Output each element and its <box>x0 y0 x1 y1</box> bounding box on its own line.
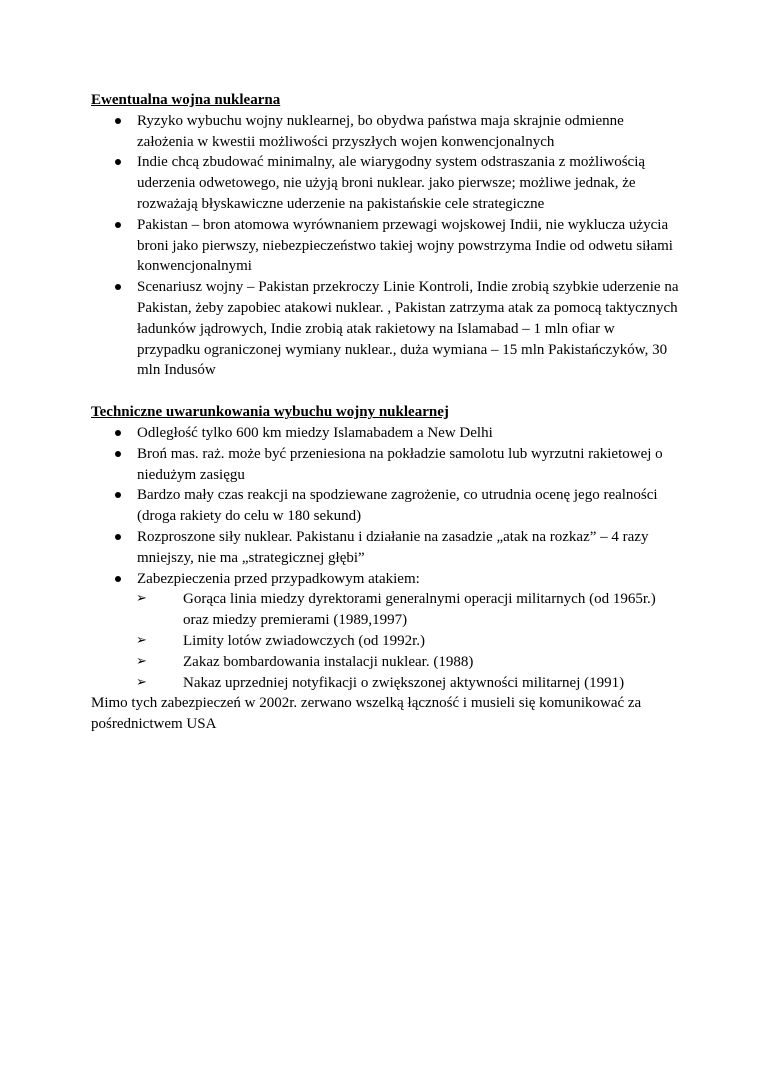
bullet-text: Odległość tylko 600 km miedzy Islamabadem a New Delhi <box>137 424 493 441</box>
document-content <box>91 90 681 735</box>
bullet-text: Bardzo mały czas reakcji na spodziewane zagrożenie, co utrudnia ocenę jego realności (droga rakiety do celu w 180 sekund) <box>137 487 658 525</box>
arrow-bullet-icon: ➢ <box>136 674 147 690</box>
bullet-list <box>91 423 681 589</box>
bullet-dot-icon <box>115 222 121 228</box>
bullet-item <box>91 527 681 569</box>
bullet-item <box>91 111 681 153</box>
sub-bullet-text: Limity lotów zwiadowczych (od 1992r.) <box>183 632 426 649</box>
bullet-dot-icon <box>115 451 121 457</box>
sub-bullet-text: Zakaz bombardowania instalacji nuklear. (1988) <box>183 653 474 670</box>
bullet-dot-icon <box>115 576 121 582</box>
bullet-item <box>91 485 681 527</box>
sub-bullet-list <box>91 589 681 693</box>
sub-bullet-text: Gorąca linia miedzy dyrektorami generalnymi operacji militarnych (od 1965r.) oraz miedzy premierami (1989,1997) <box>183 591 656 629</box>
section-title-nuclear-war: Ewentualna wojna nuklearna <box>91 92 281 108</box>
bullet-item <box>91 444 681 486</box>
bullet-dot-icon <box>115 492 121 498</box>
bullet-dot-icon <box>115 284 121 290</box>
bullet-dot-icon <box>115 118 121 124</box>
bullet-text: Ryzyko wybuchu wojny nuklearnej, bo obydwa państwa maja skrajnie odmienne założenia w kwestii możliwości przyszłych wojen konwencjonalnych <box>137 112 624 150</box>
bullet-text: Scenariusz wojny – Pakistan przekroczy Linie Kontroli, Indie zrobią szybkie uderzenie na Pakistan, żeby zapobiec atakowi nuklear. , Pakistan zatrzyma atak za pomocą taktycznych ładunków jądrowych, Indie zrobią atak rakietowy na Islamabad – 1 mln ofiar w przypadku ograniczonej wymiany nuklear., duża wymiana – 15 mln Pakistańczyków, 30 mln Indusów <box>137 279 679 379</box>
bullet-item <box>91 215 681 277</box>
sub-bullet-text: Nakaz uprzedniej notyfikacji o zwiększonej aktywności militarnej (1991) <box>183 674 625 691</box>
bullet-dot-icon <box>115 159 121 165</box>
bullet-list <box>91 111 681 381</box>
arrow-bullet-icon: ➢ <box>136 632 147 648</box>
bullet-text: Indie chcą zbudować minimalny, ale wiarygodny system odstraszania z możliwością uderzenia odwetowego, nie użyją broni nuklear. jako pierwsze; możliwe jednak, że rozważają błyskawiczne uderzenie na pakistańskie cele strategiczne <box>137 154 646 212</box>
sub-bullet-item <box>91 652 681 673</box>
bullet-item <box>91 423 681 444</box>
section-title-technical-conditions: Techniczne uwarunkowania wybuchu wojny nuklearnej <box>91 404 449 421</box>
sub-bullet-item <box>91 631 681 652</box>
bullet-item <box>91 569 681 590</box>
bullet-text: Zabezpieczenia przed przypadkowym atakiem: <box>137 570 420 587</box>
arrow-bullet-icon: ➢ <box>136 653 147 669</box>
closing-paragraph: Mimo tych zabezpieczeń w 2002r. zerwano wszelką łączność i musieli się komunikować za pośrednictwem USA <box>91 695 642 733</box>
bullet-item <box>91 277 681 381</box>
bullet-item <box>91 152 681 214</box>
sub-bullet-item <box>91 673 681 694</box>
sub-bullet-item <box>91 589 681 631</box>
bullet-dot-icon <box>115 430 121 436</box>
bullet-text: Broń mas. raż. może być przeniesiona na pokładzie samolotu lub wyrzutni rakietowej o niedużym zasięgu <box>137 445 663 483</box>
bullet-text: Rozproszone siły nuklear. Pakistanu i działanie na zasadzie „atak na rozkaz” – 4 razy mniejszy, nie ma „strategicznej głębi” <box>137 528 649 566</box>
arrow-bullet-icon: ➢ <box>136 591 147 607</box>
bullet-dot-icon <box>115 534 121 540</box>
bullet-text: Pakistan – bron atomowa wyrównaniem przewagi wojskowej Indii, nie wyklucza użycia broni jako pierwszy, niebezpieczeństwo takiej wojny powstrzyma Indie od odwetu siłami konwencjonalnymi <box>137 216 673 275</box>
